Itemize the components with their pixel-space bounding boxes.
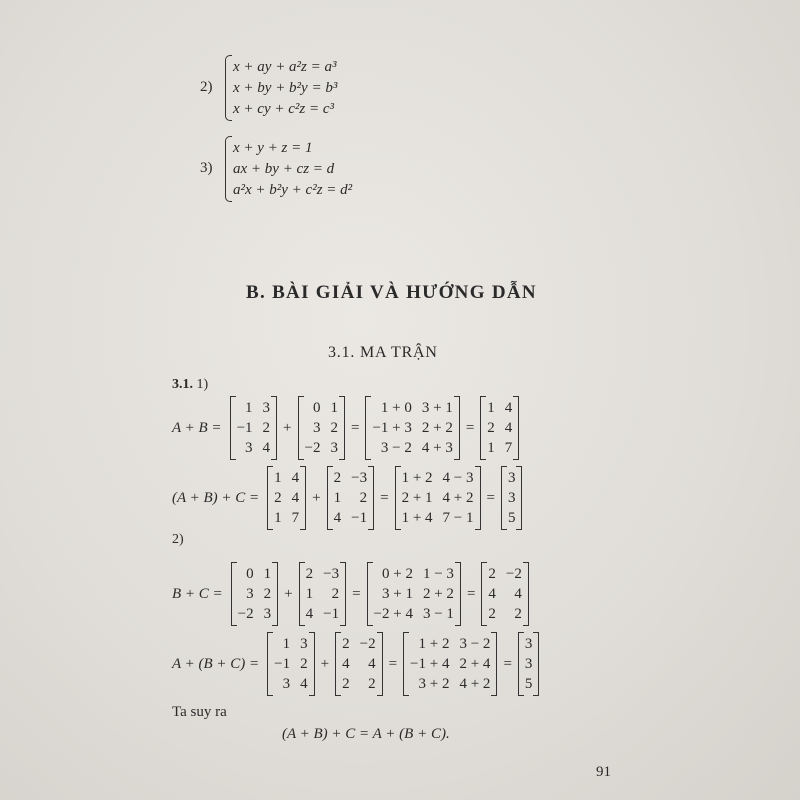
matrix-cell: 5 bbox=[524, 676, 533, 692]
matrix-cell: −3 bbox=[323, 566, 340, 582]
matrix-cell: 1 bbox=[333, 490, 342, 506]
matrix-cell: 0 + 2 bbox=[382, 566, 413, 582]
matrix-cell: 4 bbox=[488, 586, 496, 602]
matrix bbox=[299, 562, 346, 626]
system-label: 2) bbox=[200, 79, 213, 95]
problem-number: 3.1. bbox=[172, 377, 193, 392]
matrix-cell: 3 bbox=[282, 676, 291, 692]
matrix-cell: 2 bbox=[487, 420, 495, 436]
operator: = bbox=[466, 585, 476, 602]
matrix-cell: 2 + 2 bbox=[422, 586, 454, 602]
matrix-cell: 4 bbox=[300, 676, 308, 692]
matrix-cell: −3 bbox=[351, 470, 368, 486]
equation-row bbox=[172, 632, 539, 696]
matrix-cell: 7 bbox=[291, 510, 300, 526]
matrix-cell: −2 bbox=[304, 440, 321, 456]
equation-row bbox=[172, 396, 519, 460]
matrix-cell: 3 bbox=[245, 440, 253, 456]
matrix bbox=[335, 632, 382, 696]
matrix-cell: 3 bbox=[246, 586, 254, 602]
matrix-cell: 2 bbox=[263, 586, 272, 602]
matrix-cell: 2 bbox=[359, 490, 368, 506]
matrix-cell: 1 bbox=[487, 440, 495, 456]
system-brace bbox=[225, 136, 232, 202]
matrix-cell: 1 + 4 bbox=[401, 510, 433, 526]
matrix-cell: 3 − 1 bbox=[422, 606, 454, 622]
equation-lhs: (A + B) + C = bbox=[172, 489, 260, 506]
matrix-cell: 1 − 3 bbox=[422, 566, 454, 582]
matrix-cell: 4 + 2 bbox=[459, 676, 491, 692]
matrix bbox=[267, 466, 306, 530]
matrix-cell: 4 + 3 bbox=[421, 440, 453, 456]
matrix-cell: 1 bbox=[487, 400, 495, 416]
matrix-cell: 4 bbox=[333, 510, 342, 526]
operator: = bbox=[350, 419, 360, 436]
matrix-cell: 4 bbox=[291, 490, 300, 506]
matrix-cell: −1 bbox=[351, 510, 368, 526]
system-line: x + by + b²y = b³ bbox=[233, 80, 338, 96]
matrix-cell: 3 + 1 bbox=[421, 400, 453, 416]
operator: = bbox=[503, 655, 512, 672]
equation-row bbox=[172, 466, 522, 530]
conclusion-formula: (A + B) + C = A + (B + C). bbox=[282, 726, 450, 742]
matrix-cell: 3 bbox=[263, 606, 272, 622]
matrix-cell: −1 + 4 bbox=[410, 656, 450, 672]
section-heading: B. BÀI GIẢI VÀ HƯỚNG DẪN bbox=[246, 282, 537, 303]
matrix-cell: 3 bbox=[507, 470, 516, 486]
matrix bbox=[298, 396, 345, 460]
matrix-cell: 3 + 2 bbox=[418, 676, 450, 692]
matrix-cell: 3 bbox=[507, 490, 516, 506]
operator: + bbox=[320, 655, 330, 672]
operator: = bbox=[465, 419, 475, 436]
equation-system-2 bbox=[200, 55, 400, 121]
matrix-cell: 2 bbox=[330, 420, 338, 436]
equation-lhs: A + (B + C) = bbox=[172, 655, 260, 672]
matrix-cell: 3 bbox=[330, 440, 338, 456]
matrix-cell: 4 bbox=[504, 420, 513, 436]
matrix-cell: 3 bbox=[262, 400, 271, 416]
matrix-cell: 3 bbox=[524, 636, 533, 652]
operator: = bbox=[380, 489, 389, 506]
matrix-cell: 1 + 2 bbox=[418, 636, 450, 652]
matrix bbox=[327, 466, 374, 530]
operator: + bbox=[312, 489, 321, 506]
subsection-heading: 3.1. MA TRẬN bbox=[328, 344, 438, 361]
matrix-cell: 4 bbox=[305, 606, 314, 622]
matrix-cell: 1 bbox=[245, 400, 253, 416]
matrix-cell: −2 bbox=[505, 566, 522, 582]
matrix bbox=[267, 632, 314, 696]
matrix-cell: 2 bbox=[368, 676, 376, 692]
matrix-cell: 5 bbox=[507, 510, 516, 526]
matrix-cell: 2 bbox=[262, 420, 271, 436]
operator: + bbox=[284, 585, 293, 602]
matrix-cell: 2 bbox=[331, 586, 340, 602]
matrix-cell: 4 bbox=[262, 440, 271, 456]
matrix-cell: 2 bbox=[488, 606, 496, 622]
equation-lhs: A + B = bbox=[172, 419, 222, 436]
matrix-cell: −1 bbox=[236, 420, 253, 436]
matrix-cell: 2 bbox=[305, 566, 314, 582]
matrix-cell: −1 bbox=[323, 606, 340, 622]
matrix-cell: 3 − 2 bbox=[459, 636, 491, 652]
matrix-cell: 2 + 4 bbox=[459, 656, 491, 672]
matrix bbox=[395, 466, 481, 530]
matrix-cell: 3 bbox=[312, 420, 321, 436]
matrix-cell: 2 bbox=[342, 636, 350, 652]
operator: + bbox=[283, 419, 292, 436]
matrix-cell: 1 bbox=[282, 636, 291, 652]
matrix bbox=[481, 562, 528, 626]
matrix-cell: 7 bbox=[504, 440, 513, 456]
part-label: 2) bbox=[172, 532, 184, 547]
matrix bbox=[501, 466, 523, 530]
matrix-cell: 4 bbox=[342, 656, 350, 672]
matrix bbox=[365, 396, 459, 460]
matrix-cell: 1 bbox=[305, 586, 314, 602]
matrix-cell: −1 + 3 bbox=[372, 420, 412, 436]
matrix-cell: 0 bbox=[312, 400, 321, 416]
matrix-cell: 1 bbox=[263, 566, 272, 582]
equation-system-3 bbox=[200, 136, 420, 202]
matrix-cell: 0 bbox=[246, 566, 254, 582]
equation-row bbox=[172, 562, 529, 626]
matrix bbox=[518, 632, 540, 696]
matrix-cell: 1 + 0 bbox=[380, 400, 412, 416]
system-line: x + ay + a²z = a³ bbox=[233, 59, 337, 75]
matrix-cell: 3 − 2 bbox=[380, 440, 412, 456]
matrix-cell: 2 + 2 bbox=[421, 420, 453, 436]
matrix-cell: 4 + 2 bbox=[442, 490, 474, 506]
matrix bbox=[480, 396, 519, 460]
operator: = bbox=[486, 489, 495, 506]
matrix bbox=[230, 396, 277, 460]
system-line: x + cy + c²z = c³ bbox=[233, 101, 334, 117]
matrix-cell: 4 bbox=[368, 656, 376, 672]
matrix-cell: 2 bbox=[274, 490, 282, 506]
matrix-cell: 4 bbox=[291, 470, 300, 486]
matrix-cell: 2 + 1 bbox=[401, 490, 433, 506]
system-label: 3) bbox=[200, 160, 213, 176]
matrix-cell: 2 bbox=[514, 606, 522, 622]
equation-lhs: B + C = bbox=[172, 585, 223, 602]
matrix-cell: 3 + 1 bbox=[382, 586, 413, 602]
matrix-cell: −2 bbox=[359, 636, 376, 652]
matrix-cell: −1 bbox=[274, 656, 291, 672]
matrix-cell: 3 bbox=[300, 636, 308, 652]
operator: = bbox=[352, 585, 361, 602]
system-line: ax + by + cz = d bbox=[233, 161, 335, 177]
matrix-cell: 3 bbox=[524, 656, 533, 672]
problem-label bbox=[172, 377, 208, 393]
matrix bbox=[231, 562, 278, 626]
matrix-cell: 2 bbox=[333, 470, 342, 486]
system-brace bbox=[225, 55, 232, 121]
matrix-cell: −2 + 4 bbox=[373, 606, 413, 622]
system-line: x + y + z = 1 bbox=[233, 140, 313, 156]
matrix-cell: 1 bbox=[330, 400, 338, 416]
operator: = bbox=[388, 655, 398, 672]
matrix-cell: 4 bbox=[504, 400, 513, 416]
matrix bbox=[367, 562, 461, 626]
matrix-cell: 2 bbox=[300, 656, 308, 672]
matrix-cell: 1 + 2 bbox=[401, 470, 433, 486]
matrix-cell: 4 bbox=[514, 586, 522, 602]
page-number: 91 bbox=[596, 764, 611, 780]
matrix-cell: 7 − 1 bbox=[442, 510, 474, 526]
matrix-cell: 4 − 3 bbox=[442, 470, 474, 486]
part-label: 1) bbox=[196, 377, 209, 392]
conclusion-intro: Ta suy ra bbox=[172, 704, 227, 720]
matrix-cell: 1 bbox=[274, 470, 282, 486]
matrix-cell: −2 bbox=[237, 606, 254, 622]
matrix-cell: 2 bbox=[488, 566, 496, 582]
matrix bbox=[403, 632, 497, 696]
matrix-cell: 2 bbox=[342, 676, 350, 692]
matrix-cell: 1 bbox=[274, 510, 282, 526]
system-line: a²x + b²y + c²z = d² bbox=[233, 182, 353, 198]
